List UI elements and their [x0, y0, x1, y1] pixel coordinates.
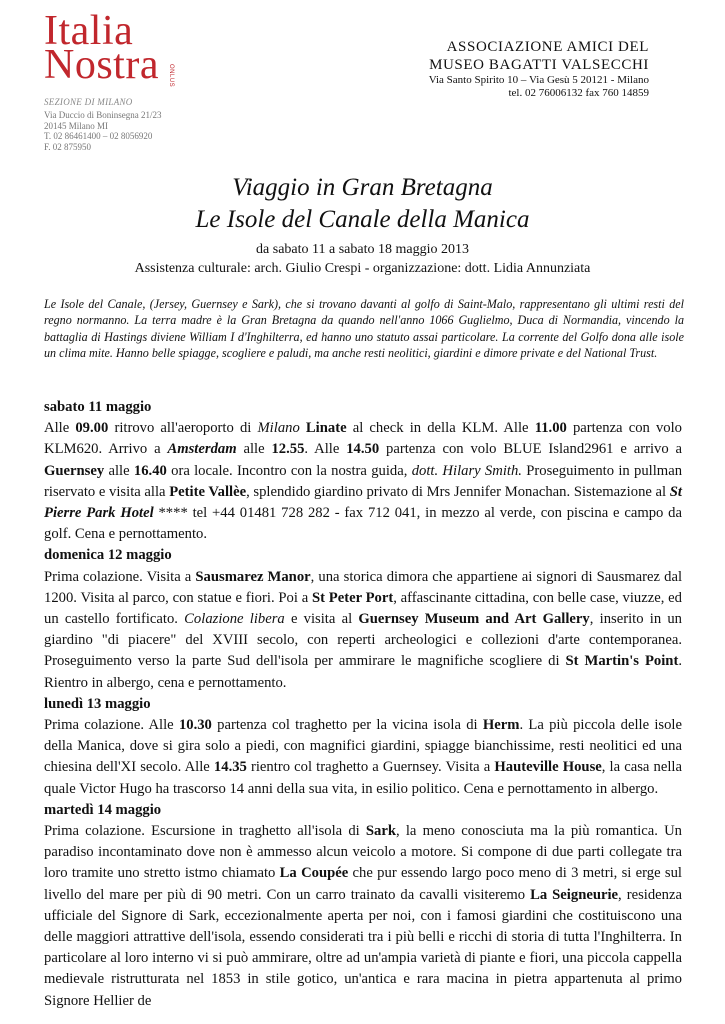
left-address-line: Via Duccio di Boninsegna 21/23	[44, 110, 162, 120]
text-run: La Seigneurie	[530, 886, 619, 903]
logo-word-italia: Italia	[44, 8, 134, 54]
text-run: Guernsey Museum and Art Gallery	[358, 611, 590, 628]
text-run: Alle	[44, 420, 76, 437]
day-description	[44, 418, 682, 545]
text-run: Sausmarez Manor	[195, 568, 311, 585]
association-header	[429, 38, 649, 100]
text-run: dott. Hilary Smith.	[411, 462, 522, 479]
association-address-line: Via Santo Spirito 10 – Via Gesù 5 20121 - Milano	[428, 74, 649, 86]
text-run: Sark	[365, 823, 397, 840]
text-run: La Coupée	[279, 865, 349, 882]
text-run: che pur essendo largo poco meno di 3 metri, si erge sul livello del mare per più di 90 metri. Con un carro trainato da cavalli visiteremo	[44, 865, 683, 903]
left-address	[44, 110, 161, 152]
text-run: Hauteville House	[494, 759, 602, 776]
day-heading: martedì 14 maggio	[44, 801, 162, 818]
itinerary	[44, 397, 682, 1012]
day-heading: domenica 12 maggio	[44, 547, 172, 564]
text-run: Milano	[257, 420, 306, 437]
text-run: St Peter Port	[311, 589, 394, 606]
day-description	[44, 567, 682, 694]
text-run: alle	[104, 462, 134, 479]
title-line-1: Viaggio in Gran Bretagna	[232, 174, 493, 201]
text-run: , una storica dimora che appartiene ai signori di Sausmarez dal 1200. Visita al parco, con statue e fiori. Poi a	[44, 568, 683, 606]
text-run: ora locale. Incontro con la nostra guida,	[166, 462, 412, 479]
text-run: al check in della KLM. Alle	[346, 420, 535, 437]
text-run: , residenza ufficiale del Signore di Sark, eccezionalmente aperta per noi, con i famosi giardini che costituiscono una delle maggiori attrattive dell'isola, essendo considerati tra i più belli e ricchi di storia di tutta l'Inghilterra. In particolare al loro interno vi si può ammirare, oltre ad un'ampia varietà di piante e fiori, una piccola cappella medievale ristrutturata nel 1853 in stile gotico, un'antica e rara macina in pietra appartenuta al primo Signore Hellier de	[44, 886, 682, 1009]
association-name-line: ASSOCIAZIONE AMICI DEL	[446, 39, 649, 55]
text-run: Colazione libera	[184, 611, 285, 628]
text-run: St Martin's Point	[565, 653, 679, 670]
text-run: , splendido giardino privato di Mrs Jennifer Monachan. Sistemazione al	[246, 483, 670, 500]
text-run: Herm	[482, 717, 520, 734]
text-run: , inserito in un giardino "di piacere" del XVIII secolo, con reperti archeologici e collezioni d'arte contemporanea. Proseguimento verso la parte Sud dell'isola per ammirare le magnifiche scogliere di	[44, 611, 682, 670]
text-run: 12.55	[271, 441, 305, 458]
document-title	[0, 172, 725, 236]
text-run: 14.50	[346, 441, 380, 458]
trip-dates: da sabato 11 a sabato 18 maggio 2013	[256, 242, 469, 257]
text-run: rientro col traghetto a Guernsey. Visita a	[246, 759, 495, 776]
sezione-label: SEZIONE DI MILANO	[44, 97, 133, 107]
text-run: St Pierre Park Hotel	[44, 483, 682, 522]
text-run: , affascinante cittadina, con belle case, viuzze, ed un castello fortificato.	[44, 589, 682, 628]
association-phone-line: tel. 02 76006132 fax 760 14859	[508, 87, 649, 99]
italia-nostra-logo	[44, 8, 184, 88]
text-run: Proseguimento in pullman riservato e visita alla	[44, 462, 683, 500]
trip-assistance: Assistenza culturale: arch. Giulio Crespi - organizzazione: dott. Lidia Annunziata	[134, 261, 591, 276]
day-description	[44, 715, 682, 800]
text-run: Prima colazione. Escursione in traghetto all'isola di	[44, 823, 366, 840]
intro-paragraph: Le Isole del Canale, (Jersey, Guernsey e Sark), che si trovano davanti al golfo di Saint-Malo, rappresentano gli ultimi resti del regno normanno. La terra madre è la Gran Bretagna da quando nell'anno 1066 Guglielmo, Duca di Normandia, vincendo la battaglia di Hastings diviene William I d'Inghilterra, ed hanno uno statuto assai particolare. La corrente del Golfo dona alle isole un clima mite. Hanno belle spiagge, scogliere e paludi, ma anche resti neolitici, giardini e dimore private e del National Trust.	[44, 297, 684, 360]
day-description	[44, 821, 682, 1012]
text-run: Amsterdam	[167, 441, 237, 458]
text-run: 09.00	[75, 420, 109, 437]
text-run: 16.40	[133, 462, 167, 479]
trip-info	[0, 240, 725, 278]
title-line-2: Le Isole del Canale della Manica	[195, 206, 530, 233]
text-run: Linate	[305, 420, 347, 437]
logo-onlus: ONLUS	[168, 64, 174, 88]
left-address-line: 20145 Milano MI	[44, 120, 108, 131]
text-run: partenza con volo KLM620. Arrivo a	[44, 420, 683, 458]
text-run: partenza col traghetto per la vicina isola di	[211, 717, 483, 734]
text-run: . La più piccola delle isole della Manica, dove si gira solo a piedi, con magnifici giardini, spiagge bianchissime, resti neolitici ed una chiesina dell'XI secolo. Alle	[44, 717, 682, 776]
logo-word-nostra: Nostra	[44, 42, 159, 88]
text-run: . Rientro in albergo, cena e pernottamento.	[44, 653, 682, 691]
left-address-line: F. 02 875950	[44, 141, 92, 152]
text-run: , la casa nella quale Victor Hugo ha trascorso 14 anni della sua vita, in esilio politico. Cena e pernottamento in albergo.	[44, 759, 682, 797]
text-run: 14.35	[213, 759, 247, 776]
text-run: . Alle	[304, 441, 347, 458]
text-run: 11.00	[534, 420, 567, 437]
text-run: Prima colazione. Alle	[44, 717, 179, 734]
day-heading: lunedì 13 maggio	[44, 695, 151, 712]
text-run: e visita al	[284, 611, 359, 628]
text-run: ritrovo all'aeroporto di	[108, 420, 258, 437]
association-name-line: MUSEO BAGATTI VALSECCHI	[429, 57, 649, 73]
text-run: Petite Vallèe	[169, 483, 247, 500]
left-address-line: T. 02 86461400 – 02 8056920	[44, 131, 153, 141]
text-run: 10.30	[178, 717, 212, 734]
text-run: **** tel +44 01481 728 282 - fax 712 041, in mezzo al verde, con piscina e campo da golf. Cena e pernottamento.	[44, 505, 682, 543]
text-run: Guernsey	[44, 462, 105, 479]
day-heading: sabato 11 maggio	[44, 399, 152, 415]
text-run: Prima colazione. Visita a	[44, 568, 196, 585]
text-run: , la meno conosciuta ma la più romantica. Un paradiso incontaminato dove non è ammesso alcun veicolo a motore. Si compone di due parti collegate tra loro tramite uno stretto istmo chiamato	[44, 823, 682, 882]
text-run: alle	[236, 441, 272, 458]
text-run: partenza con volo BLUE Island2961 e arrivo a	[379, 441, 683, 458]
